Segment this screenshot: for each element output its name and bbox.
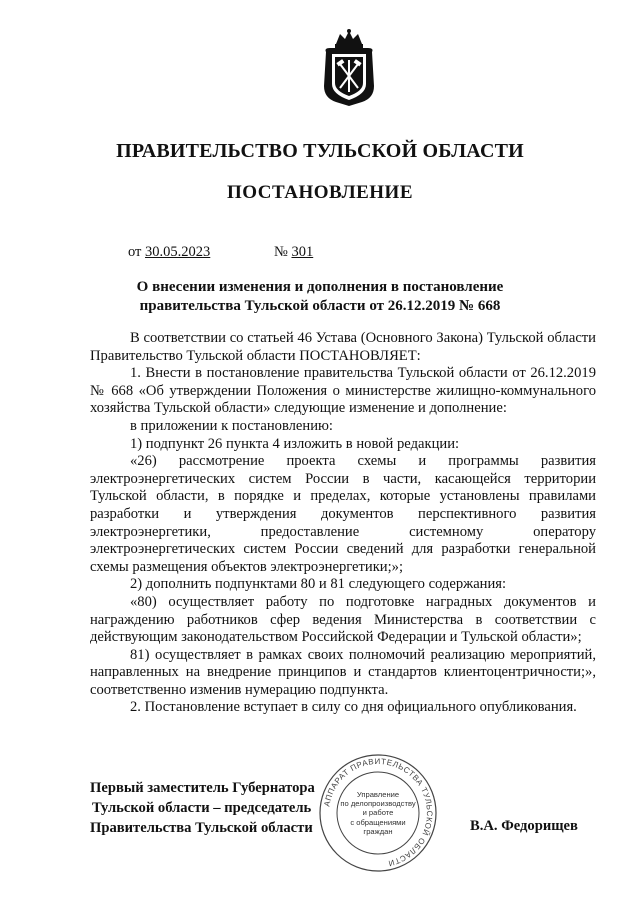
date-prefix: от — [128, 244, 146, 260]
body-paragraph: 81) осуществляет в рамках своих полномочий реализацию мероприятий, направленных на внедрение принципов и стандартов клиентоцентричности;», соответственно изменив нумерацию подпункта. — [90, 646, 596, 698]
stamp-inner-text — [334, 790, 422, 836]
stamp-line: с обращениями — [350, 817, 406, 827]
number-value: 301 — [291, 244, 314, 260]
stamp-ring-text: АППАРАТ ПРАВИТЕЛЬСТВА ТУЛЬСКОЙ ОБЛАСТИ — [322, 756, 435, 868]
body-paragraph: 2. Постановление вступает в силу со дня официального опубликования. — [130, 699, 577, 716]
body-paragraph: в приложении к постановлению: — [130, 417, 333, 434]
document-body — [90, 330, 596, 717]
title-line: О внесении изменения и дополнения в постановление — [136, 279, 504, 295]
organization-title: ПРАВИТЕЛЬСТВО ТУЛЬСКОЙ ОБЛАСТИ — [116, 140, 524, 162]
signer-name: В.А. Федорищев — [470, 818, 578, 834]
document-type: ПОСТАНОВЛЕНИЕ — [226, 182, 414, 203]
signer-position — [90, 778, 315, 838]
stamp-line: по делопроизводству — [340, 799, 416, 809]
body-paragraph: «26) рассмотрение проекта схемы и программы развития электроэнергетических систем России в части, касающейся территории Тульской области, в порядке и пределах, которые установлены правилами разработки и утверждения документов перспективного развития электроэнергетики, предоставление системному оператору электроэнергетических систем России сведений для разработки генеральной схемы размещения объектов электроэнергетики;»; — [90, 453, 596, 575]
signer-line: Тульской области – председатель — [92, 800, 312, 816]
body-paragraph: «80) осуществляет работу по подготовке наградных документов и награждению работников сфер ведения Министерства в соответствии с действующим законодательством Российской Федерации и Тульской области»; — [90, 593, 596, 646]
body-paragraph: 1. Внести в постановление правительства Тульской области от 26.12.2019 № 668 «Об утверждении Положения о министерстве жилищно-коммунального хозяйства Тульской области» следующие изменение и дополнение: — [90, 365, 596, 417]
stamp-line: Управление — [356, 790, 400, 799]
stamp-line: граждан — [363, 826, 393, 836]
body-paragraph: 2) дополнить подпунктами 80 и 81 следующего содержания: — [130, 576, 507, 593]
title-line: правительства Тульской области от 26.12.2019 № 668 — [139, 298, 501, 314]
document-title — [0, 278, 640, 316]
tula-coat-of-arms-icon — [318, 28, 380, 108]
signer-line: Первый заместитель Губернатора — [90, 780, 315, 796]
document-number — [274, 244, 313, 261]
document-date — [128, 244, 210, 261]
signer-line: Правительства Тульской области — [90, 820, 313, 836]
date-value: 30.05.2023 — [145, 244, 211, 260]
body-paragraph: В соответствии со статьей 46 Устава (Основного Закона) Тульской области Правительство Тульской области ПОСТАНОВЛЯЕТ: — [90, 330, 596, 364]
number-prefix: № — [274, 244, 292, 260]
stamp-line: и работе — [362, 808, 394, 818]
body-paragraph: 1) подпункт 26 пункта 4 изложить в новой редакции: — [130, 435, 460, 452]
